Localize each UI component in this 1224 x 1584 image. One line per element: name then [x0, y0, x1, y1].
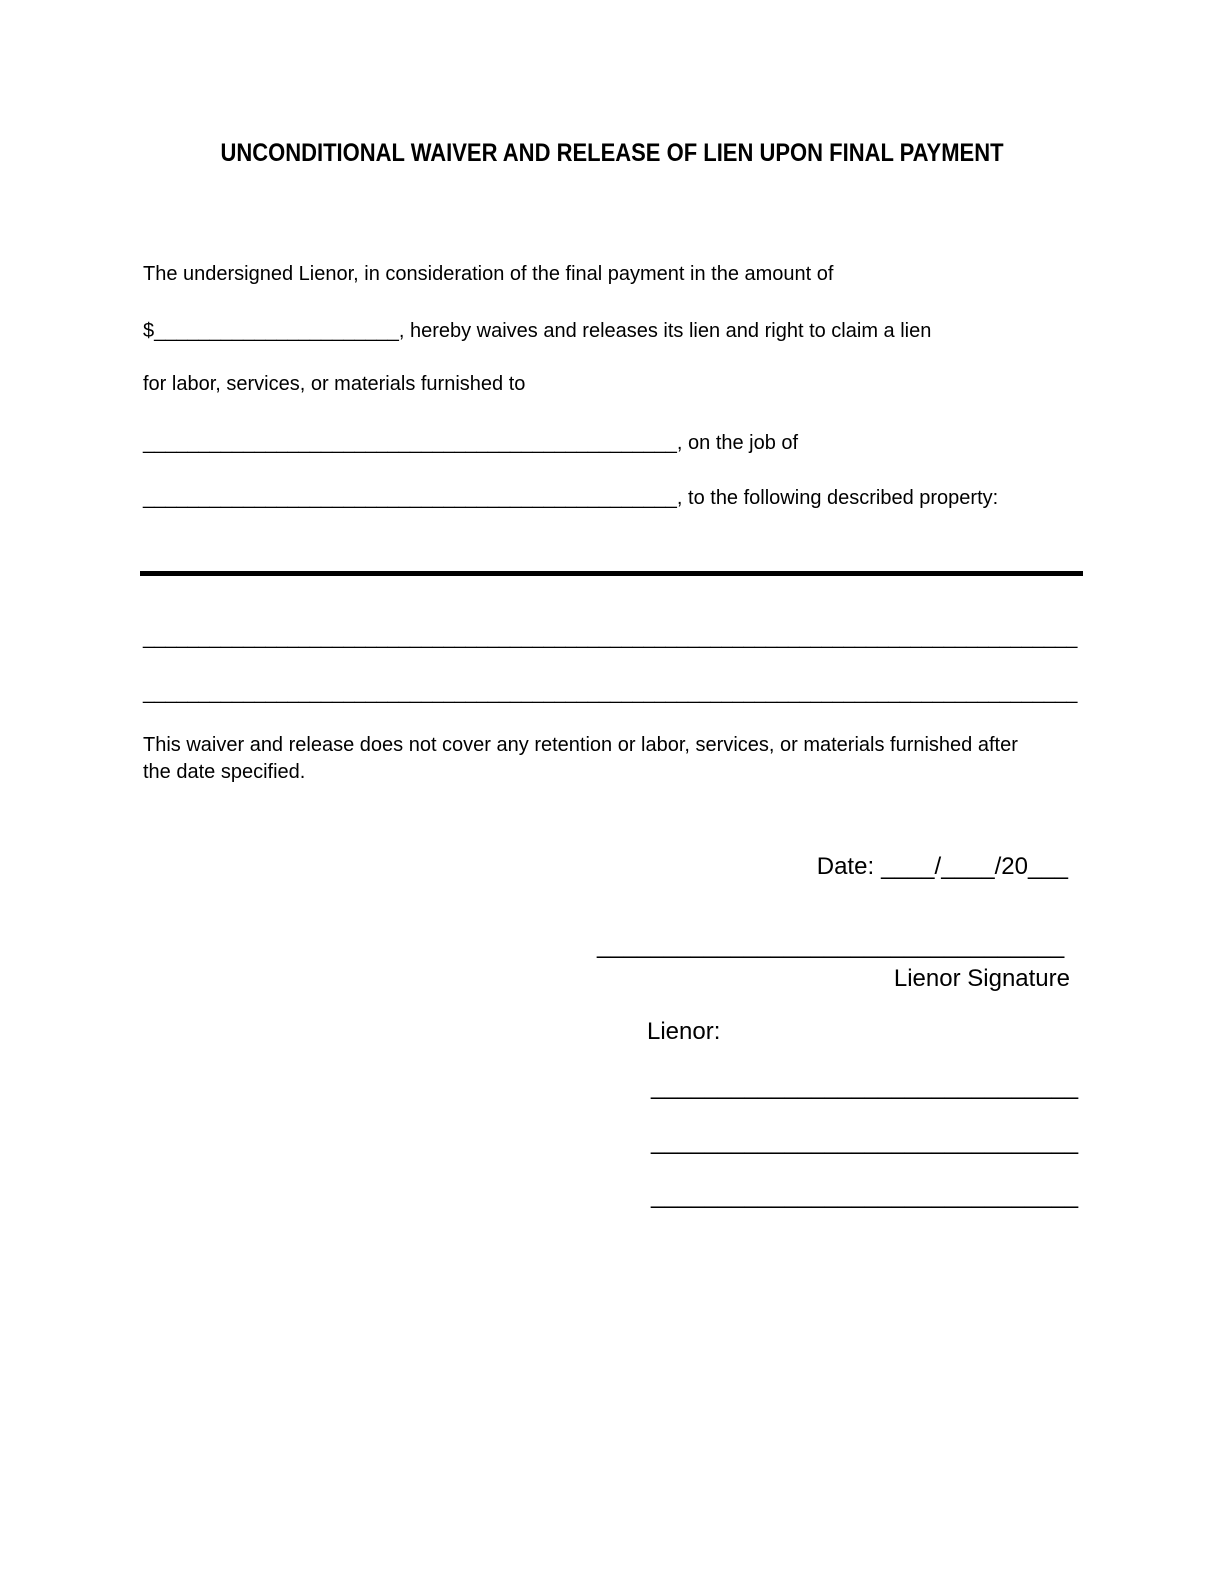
described-property-text: , to the following described property: [676, 487, 999, 509]
property-description-line-2[interactable]: ____________________________________________________________________________________ [143, 682, 1078, 704]
date-day-blank[interactable]: ____ [941, 853, 995, 880]
lienor-name-label: Lienor: [647, 1018, 721, 1045]
form-title: UNCONDITIONAL WAIVER AND RELEASE OF LIEN UPON FINAL PAYMENT [220, 139, 1004, 167]
furnished-to-blank[interactable]: ________________________________________________ [143, 432, 677, 454]
lienor-info-line-2[interactable]: ________________________________ [651, 1128, 1079, 1155]
intro-line-5 [143, 486, 998, 510]
date-year-blank[interactable]: ___ [1027, 853, 1068, 880]
on-the-job-of-text: , on the job of [676, 432, 799, 454]
date-separator: / [934, 853, 942, 880]
lienor-info-line-1[interactable]: ________________________________ [651, 1073, 1079, 1100]
intro-line-3: for labor, services, or materials furnished to [143, 373, 526, 395]
amount-blank[interactable]: ______________________ [154, 320, 399, 342]
retention-clause: This waiver and release does not cover any retention or labor, services, or materials furnished after the date specified. [143, 734, 1018, 783]
lienor-signature-caption: Lienor Signature [893, 965, 1070, 992]
date-line [143, 852, 1068, 881]
date-label: Date: [816, 853, 875, 880]
lienor-info-line-3[interactable]: ________________________________ [651, 1182, 1079, 1209]
amount-currency-symbol: $ [143, 320, 155, 342]
lienor-signature-line[interactable]: ___________________________________ [597, 932, 1065, 959]
intro-line-2 [143, 319, 931, 343]
amount-line-text: , hereby waives and releases its lien and right to claim a lien [398, 320, 932, 342]
job-blank[interactable]: ________________________________________________ [143, 487, 677, 509]
property-description-line-1[interactable]: ____________________________________________________________________________________ [143, 627, 1078, 649]
section-divider-rule [140, 571, 1083, 576]
date-year-prefix: /20 [994, 853, 1028, 880]
intro-line-1: The undersigned Lienor, in consideration of the final payment in the amount of [143, 263, 834, 285]
date-month-blank[interactable]: ____ [881, 853, 935, 880]
intro-line-4 [143, 431, 798, 455]
